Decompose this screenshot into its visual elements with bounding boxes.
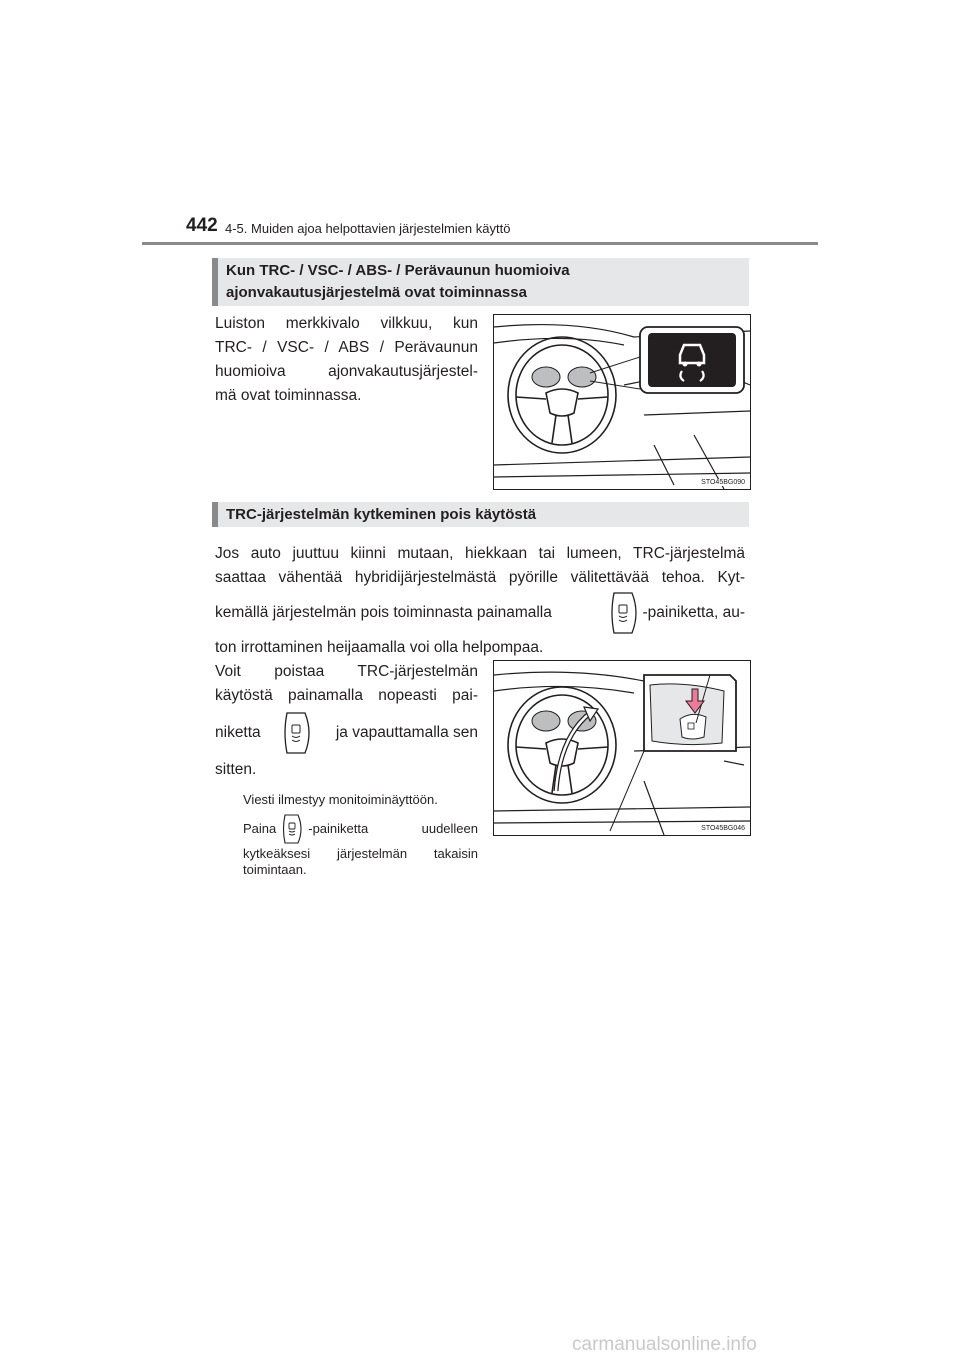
section-header-line: ajonvakautusjärjestelmä ovat toiminnassa (226, 284, 527, 301)
figure-code: STO45BG090 (701, 479, 745, 486)
paragraph-line (215, 708, 478, 758)
trc-off-paragraph (215, 660, 478, 878)
section-header-line: Kun TRC- / VSC- / ABS- / Perävaunun huomioiva (226, 262, 570, 279)
paragraph-line: käytöstä painamalla nopeasti pai- (215, 687, 478, 704)
figure-code: STO45BG046 (701, 825, 745, 832)
trc-off-button-icon (283, 711, 313, 755)
dashboard-drawing (494, 315, 750, 489)
page-number: 442 (186, 215, 218, 236)
note-line: kytkeäksesi järjestelmän takaisin (243, 846, 478, 861)
dashboard-drawing (494, 661, 750, 835)
paragraph-line: saattaa vähentää hybridijärjestelmästä pyörille välitettävää tehoa. Kyt- (215, 569, 745, 586)
note-line: Viesti ilmestyy monitoiminäyttöön. (243, 792, 438, 807)
para-text-before-button: niketta (215, 724, 261, 741)
section-header-line: TRC-järjestelmän kytkeminen pois käytöstä (226, 505, 537, 523)
trc-off-intro (215, 542, 745, 660)
paragraph-line: Luiston merkkivalo vilkkuu, kun (215, 315, 478, 332)
section-header-trc-active (212, 258, 749, 306)
paragraph-line: ton irrottaminen heijaamalla voi olla helpompaa. (215, 639, 544, 656)
trc-off-button-icon (282, 814, 304, 844)
section-header-trc-off (212, 502, 749, 527)
intro-text-after-button: -painiketta, au- (642, 604, 745, 621)
slip-indicator-paragraph (215, 312, 478, 408)
slip-indicator-icon (640, 327, 744, 393)
paragraph-line: Jos auto juuttuu kiinni mutaan, hiekkaan tai lumeen, TRC-järjestelmä (215, 545, 745, 562)
running-head: 4-5. Muiden ajoa helpottavien järjestelmien käyttö (225, 221, 511, 236)
paragraph-line: sitten. (215, 761, 257, 778)
watermark: carmanualsonline.info (572, 1334, 757, 1355)
dashboard-illustration-trc-off-button (493, 660, 751, 836)
header-divider (142, 242, 818, 245)
paragraph-line: mä ovat toiminnassa. (215, 387, 362, 404)
para-text-after-button: ja vapauttamalla sen (335, 724, 478, 741)
trc-off-button-closeup (644, 675, 736, 751)
notes (215, 792, 478, 878)
paragraph-line: huomioiva ajonvakautusjärjestel- (215, 363, 478, 380)
note-line (243, 812, 478, 846)
paragraph-line: Voit poistaa TRC-järjestelmän (215, 663, 478, 680)
note-line: toimintaan. (243, 862, 307, 877)
paragraph-line: TRC- / VSC- / ABS / Perävaunun (215, 339, 478, 356)
note-text-after-button: -painiketta uudelleen (308, 821, 478, 836)
intro-text-before-button: kemällä järjestelmän pois toiminnasta painamalla (215, 604, 552, 621)
note-text-before-button: Paina (243, 821, 277, 836)
dashboard-illustration-slip-indicator (493, 314, 751, 490)
trc-off-button-icon (610, 591, 640, 635)
paragraph-line (215, 590, 745, 636)
